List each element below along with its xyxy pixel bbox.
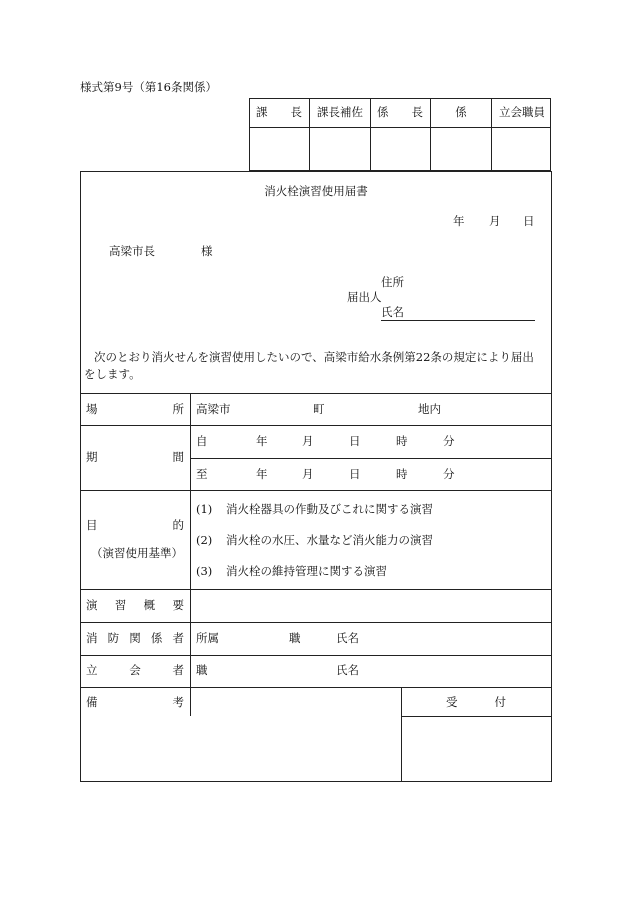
period-from-prefix: 自	[196, 434, 208, 448]
receipt-stamp-field[interactable]	[403, 718, 550, 780]
exercise-summary-label: 演 習 概 要	[86, 598, 184, 612]
purpose-item-3-num: (3)	[196, 564, 213, 578]
fire-personnel-affiliation-label: 所属	[196, 631, 219, 645]
period-to-year: 年	[256, 467, 268, 481]
remarks-label: 備 考	[86, 695, 184, 709]
form-number: 様式第9号（第16条関係）	[80, 80, 217, 94]
stamp-cell-subsection-chief[interactable]	[371, 128, 429, 170]
approval-header-subsection-chief: 係 長	[377, 105, 423, 119]
statement-line-2: をします。	[84, 367, 141, 381]
date-day-label: 日	[523, 214, 535, 228]
approval-header-staff: 係	[455, 105, 467, 119]
location-city-input[interactable]	[214, 398, 309, 420]
fire-personnel-name-label: 氏名	[336, 631, 359, 645]
receipt-label: 受 付	[446, 695, 506, 709]
period-label: 期 間	[86, 450, 184, 464]
purpose-item-1-text: 消火栓器具の作動及びこれに関する演習	[226, 502, 433, 516]
location-city: 高梁市	[196, 402, 231, 416]
period-to-prefix: 至	[196, 467, 208, 481]
form-frame	[80, 171, 552, 782]
purpose-label: 目 的	[86, 518, 184, 532]
period-to-hour: 時	[396, 467, 408, 481]
date-year-label: 年	[453, 214, 465, 228]
purpose-item-1-num: (1)	[196, 502, 213, 516]
date-month-label: 月	[489, 214, 501, 228]
witness-label: 立 会 者	[86, 663, 184, 677]
remarks-field[interactable]	[82, 717, 400, 780]
purpose-sub-label: （演習使用基準）	[91, 546, 183, 560]
fire-personnel-position-label: 職	[289, 631, 301, 645]
approval-header-deputy-chief: 課長補佐	[317, 105, 363, 119]
addressee: 高梁市長	[109, 244, 155, 258]
statement-line-1: 次のとおり消火せんを演習使用したいので、高梁市給水条例第22条の規定により届出	[94, 350, 534, 364]
period-to-day: 日	[349, 467, 361, 481]
form-title: 消火栓演習使用届書	[264, 184, 368, 198]
purpose-item-3-text: 消火栓の維持管理に関する演習	[226, 564, 387, 578]
period-from-day: 日	[349, 434, 361, 448]
period-from-year: 年	[256, 434, 268, 448]
approval-header-witness-staff: 立会職員	[499, 105, 545, 119]
exercise-summary-field[interactable]	[192, 591, 550, 620]
address-label: 住所	[381, 275, 404, 289]
period-from-minute: 分	[443, 434, 455, 448]
location-label: 場 所	[86, 402, 184, 416]
purpose-item-2-num: (2)	[196, 533, 213, 547]
addressee-honorific: 様	[201, 244, 213, 258]
stamp-cell-section-chief[interactable]	[250, 128, 308, 170]
period-to-month: 月	[302, 467, 314, 481]
stamp-cell-witness-staff[interactable]	[492, 128, 550, 170]
purpose-item-2-text: 消火栓の水圧、水量など消火能力の演習	[226, 533, 433, 547]
fire-personnel-label: 消 防 関 係 者	[86, 631, 184, 645]
name-label: 氏名	[381, 305, 404, 319]
witness-name-label: 氏名	[336, 663, 359, 677]
approval-header-section-chief: 課 長	[256, 105, 302, 119]
period-from-month: 月	[302, 434, 314, 448]
location-town-label: 町	[313, 402, 325, 416]
name-signature-line[interactable]	[381, 320, 535, 321]
witness-position-label: 職	[196, 663, 208, 677]
applicant-label: 届出人	[347, 290, 382, 304]
stamp-cell-deputy-chief[interactable]	[311, 128, 369, 170]
stamp-cell-staff[interactable]	[432, 128, 490, 170]
period-to-minute: 分	[443, 467, 455, 481]
location-lot-label: 地内	[418, 402, 441, 416]
period-from-hour: 時	[396, 434, 408, 448]
